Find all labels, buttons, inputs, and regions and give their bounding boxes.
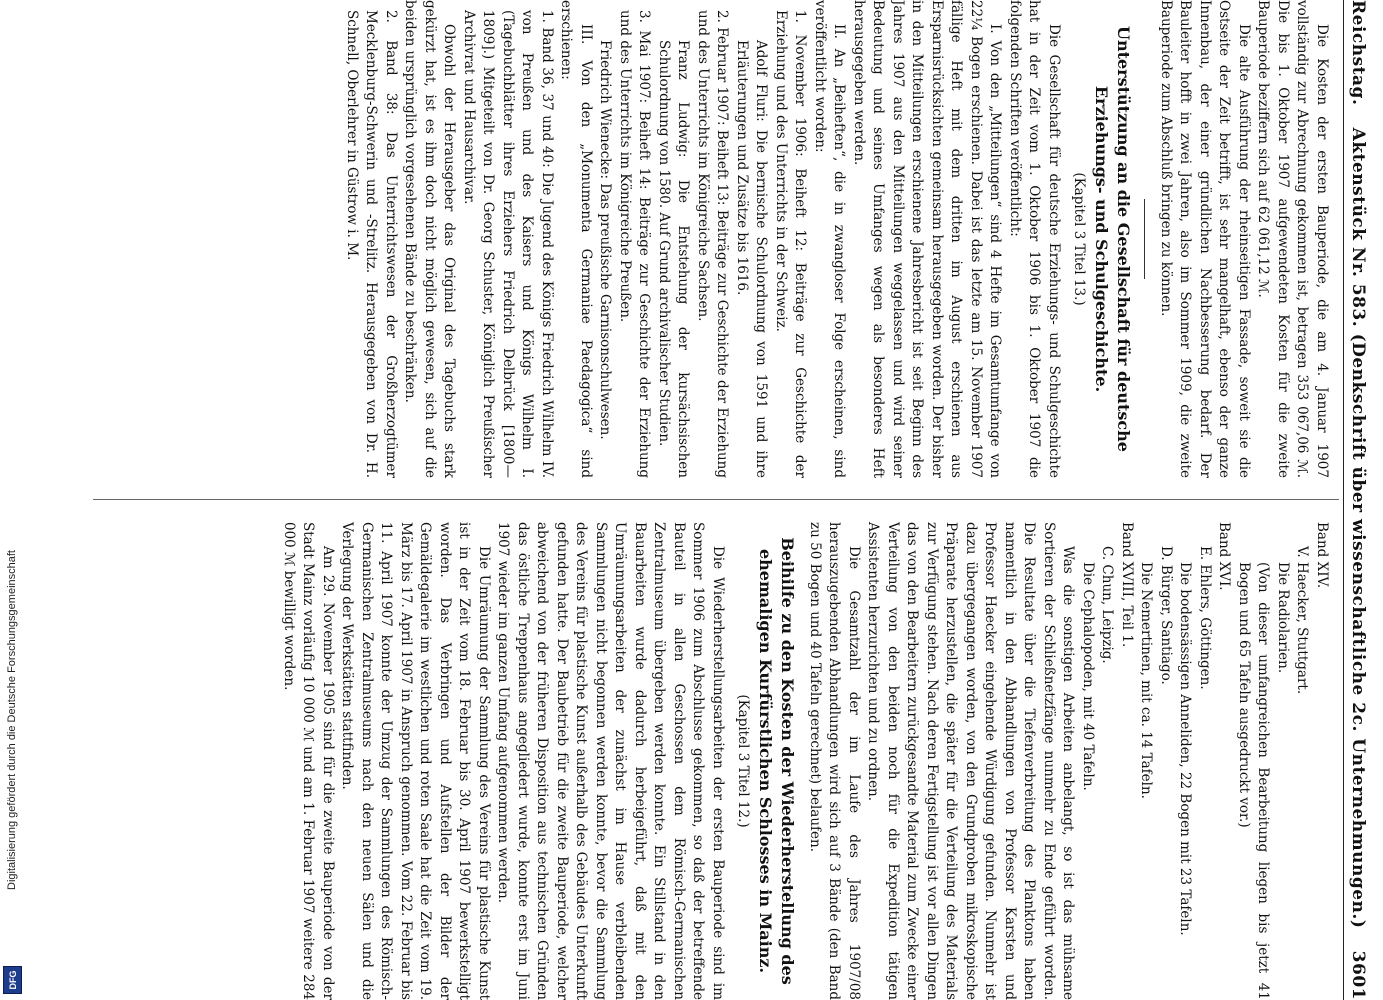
running-header [1343,0,1383,1000]
volume-author: C. Chun, Leipzig. [1099,546,1116,664]
paragraph: II. An „Beiheften“, die in zwangloser Folge erscheinen, sind veröffentlicht worden: [812,0,848,478]
paragraph: Die Gesellschaft für deutsche Erziehungs- und Schulgeschichte hat in der Zeit vom 1. Oktober 1906 bis 1. Oktober 1907 die folgenden Schriften veröffentlicht: [1007,0,1062,478]
paragraph: I. Von den „Mitteilungen“ sind 4 Hefte im Gesamtumfange von 22¼ Bogen erschienen. Dabei ist das letzte am 15. November 1907 fällige Heft mit dem dritten im August erschienen aus Ersparnisrücksichten gemeinsam herausgegeben worden. Der bisher in den Mitteilungen erschienene Jahresbericht ist seit Beginn des Jahres 1907 aus den Mitteilungen weggelassen und wird seiner Bedeutung und seines Umfanges wegen als besonderes Heft herausgegeben werden. [851,0,1004,478]
paragraph: Die Wiederherstellungsarbeiten der ersten Bauperiode sind im Sommer 1906 zum Abschlusse gekommen, so daß der betreffende Bauteil in allen Geschossen dem Römisch-Germanischen Zentralmuseum übergeben werden konnte. Ein Stillstand in den Bauarbeiten wurde dadurch herbeigeführt, daß mit den Umräumungsarbeiten der zunächst im Hause verbleibenden Sammlungen nicht begonnen werden konnte, bevor die Sammlung des Vereins für plastische Kunst außerhalb des Gebäudes Unterkunft gefunden hatte. Der Baubetrieb für die zweite Bauperiode, welcher abweichend von der früheren Disposition aus technischen Gründen das östliche Treppenhaus angegliedert wurde, konnte erst im Juni 1907 wieder im ganzen Umfang aufgenommen werden. [495,522,726,1000]
volume-heading: Band XVI. [1216,522,1233,591]
volume-title: Die bodensässigen Anneliden, 22 Bogen mit 23 Tafeln. [1177,562,1194,936]
list-item: 2. Februar 1907: Beiheft 13: Beiträge zur Geschichte der Erziehung und des Unterrichts im Königreiche Sachsen. [695,10,731,478]
page-number: 3601 [1348,950,1368,1000]
section-title: Beihilfe zu den Kosten der Wiederherstellung des ehemaligen Kurfürstlichen Schlosses in Mainz. [756,537,798,985]
column-divider [93,499,1339,500]
volume-author: V. Haecker, Stuttgart. [1294,546,1311,695]
section-divider [1145,199,1146,279]
left-column [91,0,1331,478]
dfg-logo [3,966,22,994]
paragraph: Die Gesamtzahl der im Laufe des Jahres 1907/08 herauszugebenden Abhandlungen wird sich auf 3 Bände (den Band zu 50 Bogen und 40 Tafeln gerechnet) belaufen. [807,522,862,1000]
paragraph: III. Von den „Monumenta Germaniae Paedagogica“ sind erschienen: [558,0,594,478]
list-item: 3. Mai 1907: Beiheft 14: Beiträge zur Geschichte der Erziehung und des Unterrichts im Königreiche Preußen. [617,10,653,478]
dfg-logo-text: DFG [7,970,18,990]
paragraph: Was die sonstigen Arbeiten anbelangt, so ist das mühsame Sortieren der Schließnetzfänge nunmehr zu Ende geführt worden. Die Resultate über die Tiefenverbreitung des Planktons haben namentlich in den Abhandlungen von Professor Karsten und Professor Haecker eingehende Würdigung gefunden. Nunmehr ist dazu übergegangen worden, von den Grundproben mikroskopische Präparate herzustellen, die später für die Verteilung des Materials zur Verfügung stehen. Nach deren Fertigstellung ist vor allen Dingen das von den Bearbeitern zurückgesandte Material zum Zwecke einer Verteilung von den beiden noch für die Expedition tätigen Assistenten herzurichten und zu ordnen. [865,522,1077,1000]
paragraph: Die Kosten der ersten Bauperiode, die am 4. Januar 1907 vollständig zur Abrechnung gekommen ist, betragen 353 067,06 ℳ. Die bis 1. Oktober 1907 aufgewendeten Kosten für die zweite Bauperiode beziffern sich auf 62 061,12 ℳ. [1255,0,1330,478]
volume-title: Die Radiolarien. [1275,562,1291,674]
paragraph: Obwohl der Herausgeber das Original des Tagebuchs stark gekürzt hat, ist es ihm doch nicht möglich gewesen, sich auf die beiden ursprünglich vorgesehenen Bände zu beschränken. [402,0,458,478]
list-subitem: Franz Ludwig: Die Entstehung der kursächsischen Schulordnung von 1580. Auf Grund archivalischer Studien. [656,40,692,478]
volume-title: Die Nemertinen, mit ca. 14 Tafeln. [1138,562,1155,799]
list-item: 1. Band 36, 37 und 40: Die Jugend des Königs Friedrich Wilhelm IV. von Preußen und des Kaisers und Königs Wilhelm I. (Tagebuchblätter ihres Erziehers Friedrich Delbrück [1800—1809].) Mitgeteilt von Dr. Georg Schuster, Königlich Preußischer Archivrat und Hausarchivar. [461,10,555,478]
funding-credit-text: Digitalisierung gefördert durch die Deutsche Forschungsgemeinschaft [6,550,18,890]
volume-title: Die Cephalopoden, mit 40 Tafeln. [1080,562,1096,791]
right-column [91,522,1331,1000]
header-center: Aktenstück Nr. 583. (Denkschrift über wissenschaftliche 2c. Unternehmungen.) [1348,127,1368,929]
volume-heading: Band XIV. [1314,522,1330,589]
volume-author: D. Bürger, Santiago. [1158,546,1174,685]
rotated-page-content [85,0,1383,1000]
paragraph: Die alte Ausführung der rheinseitigen Fassade, soweit sie die Ostseite der Zeit betrifft, ist sehr mangelhaft, ebenso der ganze Innenbau, der einer gründlichen Nachbesserung bedarf. Der Bauleiter hofft in zwei Jahren, also im Sommer 1909, die zweite Bauperiode zum Abschluß bringen zu können. [1158,0,1252,478]
section-subtitle: (Kapitel 3 Titel 13.) [1071,172,1088,306]
list-subitem: Adolf Fluri: Die bernische Schulordnung von 1591 und ihre Erläuterungen und Zusätze bis 1616. [734,40,770,478]
list-item: 1. November 1906: Beiheft 12: Beiträge zur Geschichte der Erziehung und des Unterrichts in der Schweiz. [773,10,809,478]
volume-note: (Von dieser umfangreichen Bearbeitung liegen bis jetzt 41 Bogen und 65 Tafeln ausgedruckt vor.) [1236,562,1272,1000]
header-left: Reichstag. [1348,0,1368,106]
paragraph: Am 29. November 1905 sind für die zweite Bauperiode von der Stadt Mainz vorläufig 10 000 ℳ und am 1. Februar 1907 weitere 284 000 ℳ bewilligt worden. [281,522,336,1000]
volume-author: E. Ehlers, Göttingen. [1197,546,1213,690]
list-item: 2. Band 38: Das Unterrichtswesen der Großherzogtümer Mecklenburg-Schwerin und -Strelitz. Herausgegeben von Dr. H. Schnell, Oberlehrer in Güstrow i. M. [344,10,399,478]
list-subitem: Friedrich Wienecke: Das preußische Garnisonschulwesen. [597,40,614,440]
volume-heading: Band XVIII, Teil 1. [1119,522,1135,648]
paragraph: Die Umräumung der Sammlung des Vereins für plastische Kunst ist in der Zeit vom 18. Februar bis 30. April 1907 bewerkstelligt worden. Das Verbringen und Aufstellen der Bilder der Gemäldegalerie im westlichen und roten Saale hat die Zeit vom 19. März bis 17. April 1907 in Anspruch genommen. Vom 22. Februar bis 11. April 1907 konnte der Umzug der Sammlungen des Römisch-Germanischen Zentralmuseums nach den neuen Sälen und die Verlegung der Werkstätten stattfinden. [339,522,492,1000]
side-credit [0,0,24,1000]
section-subtitle: (Kapitel 3 Titel 12.) [735,694,752,828]
section-title: Unterstützung an die Gesellschaft für deutsche Erziehungs- und Schulgeschichte. [1092,26,1134,452]
